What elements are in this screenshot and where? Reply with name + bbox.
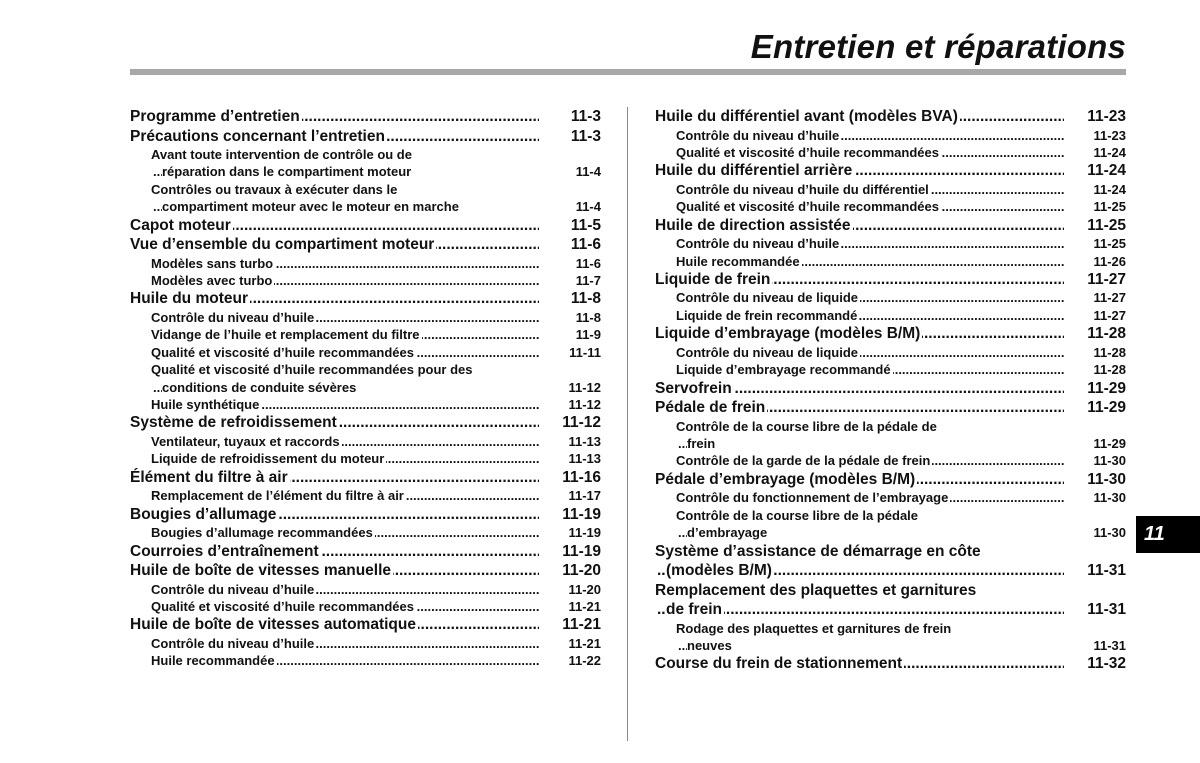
toc-page-number: 11-22: [539, 652, 601, 669]
toc-section-entry[interactable]: [130, 127, 601, 147]
toc-page-number: 11-20: [539, 581, 601, 598]
toc-entry-label: [676, 307, 1064, 324]
toc-page-number: 11-28: [1064, 344, 1126, 361]
toc-entry-label-line: Contrôle de la garde de la pédale de frein: [676, 453, 931, 469]
toc-subsection-entry[interactable]: [130, 652, 601, 669]
toc-subsection-entry[interactable]: [655, 181, 1126, 198]
toc-section-entry[interactable]: [130, 615, 601, 635]
toc-entry-label: [676, 235, 1064, 252]
toc-section-entry[interactable]: [655, 324, 1126, 344]
toc-subsection-entry[interactable]: [130, 396, 601, 413]
toc-entry-label: [655, 161, 1064, 181]
toc-page-number: 11-29: [1064, 379, 1126, 399]
toc-entry-label-line: de frein: [666, 601, 722, 618]
toc-entry-label-line: (modèles B/M): [666, 562, 772, 579]
toc-page-number: 11-6: [539, 235, 601, 255]
toc-section-entry[interactable]: [130, 413, 601, 433]
toc-page-number: 11-27: [1064, 289, 1126, 306]
toc-entry-label: [655, 107, 1064, 127]
toc-section-entry[interactable]: [130, 468, 601, 488]
toc-page-number: 11-13: [539, 450, 601, 467]
toc-entry-label-line: Qualité et viscosité d’huile recommandées: [676, 144, 939, 160]
toc-page-number: 11-5: [539, 216, 601, 236]
toc-entry-label: [130, 468, 539, 488]
toc-section-entry[interactable]: [130, 107, 601, 127]
toc-entry-label: [676, 620, 1064, 655]
toc-subsection-entry[interactable]: [655, 489, 1126, 506]
toc-entry-label: [130, 107, 539, 127]
toc-page-number: 11-24: [1064, 144, 1126, 161]
toc-entry-label-line: Remplacement des plaquettes et garnitures: [655, 581, 977, 599]
toc-entry-label-line: neuves: [676, 637, 1064, 654]
toc-subsection-entry[interactable]: [130, 433, 601, 450]
toc-page-number: 11-4: [539, 198, 601, 215]
toc-entry-label-line: Contrôle de la course libre de la pédale: [676, 507, 1064, 524]
toc-entry-label: [130, 505, 539, 525]
toc-section-entry[interactable]: [655, 107, 1126, 127]
toc-entry-label: [130, 561, 539, 581]
toc-subsection-entry[interactable]: [130, 146, 601, 181]
toc-section-entry[interactable]: [655, 379, 1126, 399]
toc-entry-label: [151, 326, 539, 343]
toc-subsection-entry[interactable]: [655, 307, 1126, 324]
toc-entry-label-line: Vidange de l’huile et remplacement du filtre: [151, 327, 420, 343]
toc-entry-label: [676, 361, 1064, 378]
toc-page-number: 11-20: [539, 561, 601, 581]
toc-subsection-entry[interactable]: [655, 344, 1126, 361]
toc-page-number: 11-19: [539, 524, 601, 541]
toc-entry-label-line: Contrôle du fonctionnement de l’embrayage: [676, 490, 949, 506]
toc-entry-label-line: Contrôle du niveau d’huile: [151, 581, 315, 597]
toc-section-entry[interactable]: [655, 161, 1126, 181]
toc-subsection-entry[interactable]: [655, 289, 1126, 306]
toc-section-entry[interactable]: [130, 561, 601, 581]
toc-entry-label-line: Huile du différentiel arrière: [655, 162, 853, 180]
toc-page-number: 11-29: [1064, 435, 1126, 452]
toc-entry-label: [676, 127, 1064, 144]
toc-entry-label: [676, 181, 1064, 198]
toc-subsection-entry[interactable]: [130, 344, 601, 361]
toc-entry-label-line: Contrôle du niveau d’huile du différentiel: [676, 181, 929, 197]
toc-page-number: 11-28: [1064, 324, 1126, 344]
page-title: Entretien et réparations: [750, 28, 1126, 65]
toc-page-number: 11-16: [539, 468, 601, 488]
toc-subsection-entry[interactable]: [655, 144, 1126, 161]
toc-subsection-entry[interactable]: [130, 326, 601, 343]
toc-entry-label-line: d’embrayage: [676, 524, 1064, 541]
toc-subsection-entry[interactable]: [655, 235, 1126, 252]
toc-entry-label: [655, 216, 1064, 236]
toc-entry-label-line: Ventilateur, tuyaux et raccords: [151, 433, 340, 449]
toc-entry-label: [655, 581, 1064, 620]
toc-page-number: 11-27: [1064, 307, 1126, 324]
toc-entry-label-line: Huile recommandée: [676, 253, 800, 269]
toc-page-number: 11-24: [1064, 181, 1126, 198]
toc-entry-label: [676, 144, 1064, 161]
toc-section-entry[interactable]: [130, 542, 601, 562]
toc-entry-label: [151, 309, 539, 326]
toc-page-number: 11-21: [539, 635, 601, 652]
toc-entry-label: [151, 598, 539, 615]
toc-subsection-entry[interactable]: [655, 127, 1126, 144]
toc-subsection-entry[interactable]: [130, 635, 601, 652]
toc-page-number: 11-30: [1064, 452, 1126, 469]
toc-entry-label: [655, 270, 1064, 290]
toc-entry-label: [151, 652, 539, 669]
toc-entry-label-line: Huile recommandée: [151, 653, 275, 669]
toc-entry-label: [151, 524, 539, 541]
toc-subsection-entry[interactable]: [655, 361, 1126, 378]
toc-entry-label-line: Liquide d’embrayage recommandé: [676, 362, 891, 378]
toc-section-entry[interactable]: [655, 581, 1126, 620]
toc-entry-label-line: Contrôle du niveau de liquide: [676, 290, 859, 306]
toc-subsection-entry[interactable]: [655, 418, 1126, 453]
toc-page-number: 11-32: [1064, 654, 1126, 674]
toc-subsection-entry[interactable]: [655, 507, 1126, 542]
toc-entry-label: [676, 198, 1064, 215]
toc-entry-label-line: Avant toute intervention de contrôle ou de: [151, 146, 539, 163]
toc-page-number: 11-8: [539, 309, 601, 326]
toc-entry-label: [130, 542, 539, 562]
toc-page-number: 11-25: [1064, 235, 1126, 252]
toc-entry-label-line: Bougies d’allumage recommandées: [151, 525, 373, 541]
toc-entry-label: [655, 324, 1064, 344]
toc-page-number: 11-8: [539, 289, 601, 309]
toc-page-number: 11-31: [1064, 600, 1126, 620]
toc-section-entry[interactable]: [130, 216, 601, 236]
toc-entry-label: [655, 379, 1064, 399]
toc-entry-label-line: Huile de direction assistée: [655, 216, 851, 234]
toc-subsection-entry[interactable]: [130, 581, 601, 598]
toc-entry-label-line: Qualité et viscosité d’huile recommandées: [676, 199, 939, 215]
toc-entry-label: [676, 253, 1064, 270]
toc-section-entry[interactable]: [655, 542, 1126, 581]
toc-page-number: 11-21: [539, 615, 601, 635]
toc-entry-label: [151, 396, 539, 413]
toc-entry-label-line: Courroies d’entraînement: [130, 542, 319, 560]
toc-entry-label-line: Pédale d’embrayage (modèles B/M): [655, 470, 916, 488]
toc-subsection-entry[interactable]: [130, 361, 601, 396]
toc-entry-label: [151, 433, 539, 450]
toc-entry-label: [151, 181, 539, 216]
toc-entry-label: [151, 635, 539, 652]
toc-page-number: 11-31: [1064, 637, 1126, 654]
column-divider: [627, 107, 628, 741]
toc-entry-label-line: Huile du différentiel avant (modèles BVA): [655, 108, 958, 125]
toc-subsection-entry[interactable]: [130, 309, 601, 326]
toc-entry-label: [151, 581, 539, 598]
toc-entry-label: [151, 272, 539, 289]
toc-entry-label-line: Modèles avec turbo: [151, 273, 273, 289]
toc-subsection-entry[interactable]: [655, 452, 1126, 469]
toc-section-entry[interactable]: [655, 470, 1126, 490]
toc-page-number: 11-3: [539, 107, 601, 127]
toc-entry-label: [676, 452, 1064, 469]
toc-entry-label: [130, 127, 539, 147]
toc-page-number: 11-13: [539, 433, 601, 450]
toc-entry-label: [655, 654, 1064, 674]
toc-entry-label: [151, 255, 539, 272]
toc-section-entry[interactable]: [655, 216, 1126, 236]
toc-page-number: 11-19: [539, 542, 601, 562]
toc-page-number: 11-19: [539, 505, 601, 525]
toc-entry-label: [151, 487, 539, 504]
toc-entry-label-line: Course du frein de stationnement: [655, 655, 903, 673]
toc-entry-label-line: Bougies d’allumage: [130, 505, 277, 523]
toc-section-entry[interactable]: [655, 270, 1126, 290]
toc-entry-label-line: Liquide de refroidissement du moteur: [151, 451, 385, 467]
toc-entry-label-line: Huile du moteur: [130, 290, 248, 308]
toc-page-number: 11-17: [539, 487, 601, 504]
toc-subsection-entry[interactable]: [655, 253, 1126, 270]
toc-entry-label: [151, 361, 539, 396]
toc-entry-label-line: Contrôle du niveau d’huile: [151, 635, 315, 651]
toc-entry-label: [151, 344, 539, 361]
toc-entry-label-line: Contrôle de la course libre de la pédale de: [676, 418, 1064, 435]
toc-entry-label-line: réparation dans le compartiment moteur: [151, 163, 539, 180]
toc-entry-label-line: Vue d’ensemble du compartiment moteur: [130, 236, 435, 254]
toc-entry-label-line: Remplacement de l’élément du filtre à air: [151, 488, 404, 504]
toc-entry-label-line: Système d’assistance de démarrage en côte: [655, 542, 981, 560]
toc-page-number: 11-11: [539, 344, 601, 361]
toc-page-number: 11-29: [1064, 398, 1126, 418]
toc-section-entry[interactable]: [130, 505, 601, 525]
toc-entry-label-line: Servofrein: [655, 379, 732, 397]
toc-entry-label: [676, 289, 1064, 306]
toc-entry-label: [676, 489, 1064, 506]
toc-entry-label-line: Système de refroidissement: [130, 414, 337, 432]
toc-entry-label: [676, 344, 1064, 361]
toc-section-entry[interactable]: [130, 289, 601, 309]
toc-entry-label-line: Qualité et viscosité d’huile recommandées: [151, 598, 414, 614]
toc-entry-label-line: Qualité et viscosité d’huile recommandées: [151, 344, 414, 360]
toc-entry-label: [130, 216, 539, 236]
toc-page-number: 11-25: [1064, 216, 1126, 236]
toc-page-number: 11-9: [539, 326, 601, 343]
toc-entry-label-line: Huile de boîte de vitesses automatique: [130, 616, 416, 634]
toc-entry-label-line: conditions de conduite sévères: [151, 379, 539, 396]
toc-entry-label: [676, 507, 1064, 542]
toc-page-number: 11-27: [1064, 270, 1126, 290]
toc-page-number: 11-6: [539, 255, 601, 272]
toc-entry-label: [151, 146, 539, 181]
toc-section-entry[interactable]: [130, 235, 601, 255]
toc-entry-label: [676, 418, 1064, 453]
toc-entry-label-line: Rodage des plaquettes et garnitures de frein: [676, 620, 1064, 637]
toc-page-number: 11-25: [1064, 198, 1126, 215]
toc-page-number: 11-26: [1064, 253, 1126, 270]
toc-subsection-entry[interactable]: [130, 272, 601, 289]
toc-entry-label-line: Liquide d’embrayage (modèles B/M): [655, 325, 921, 343]
toc-entry-label-line: Liquide de frein: [655, 270, 771, 288]
toc-page-number: 11-23: [1064, 127, 1126, 144]
toc-entry-label-line: Qualité et viscosité d’huile recommandées pour des: [151, 361, 539, 378]
toc-entry-label-line: Programme d’entretien: [130, 108, 300, 125]
toc-page-number: 11-12: [539, 396, 601, 413]
toc-page-number: 11-30: [1064, 489, 1126, 506]
toc-page-number: 11-23: [1064, 107, 1126, 127]
toc-subsection-entry[interactable]: [130, 524, 601, 541]
toc-entry-label-line: Contrôles ou travaux à exécuter dans le: [151, 181, 539, 198]
toc-entry-label-line: Contrôle du niveau d’huile: [676, 236, 840, 252]
toc-subsection-entry[interactable]: [130, 487, 601, 504]
toc-entry-label: [655, 542, 1064, 581]
toc-entry-label-line: Modèles sans turbo: [151, 255, 274, 271]
toc-entry-label: [151, 450, 539, 467]
toc-entry-label: [655, 470, 1064, 490]
toc-page-number: 11-7: [539, 272, 601, 289]
toc-entry-label-line: Élément du filtre à air: [130, 468, 288, 486]
header-rule: [130, 69, 1126, 75]
toc-entry-label: [655, 398, 1064, 418]
toc-entry-label-line: compartiment moteur avec le moteur en marche: [151, 198, 539, 215]
toc-entry-label-line: Contrôle du niveau d’huile: [151, 309, 315, 325]
toc-page-number: 11-30: [1064, 470, 1126, 490]
toc-entry-label-line: frein: [676, 435, 1064, 452]
toc-entry-label: [130, 235, 539, 255]
chapter-tab[interactable]: 11: [1136, 516, 1200, 553]
toc-page-number: 11-24: [1064, 161, 1126, 181]
toc-subsection-entry[interactable]: [130, 255, 601, 272]
toc-subsection-entry[interactable]: [130, 181, 601, 216]
toc-section-entry[interactable]: [655, 398, 1126, 418]
toc-page-number: 11-21: [539, 598, 601, 615]
toc-page-number: 11-28: [1064, 361, 1126, 378]
toc-left-column: [130, 107, 601, 670]
toc-entry-label-line: Huile synthétique: [151, 396, 260, 412]
toc-entry-label-line: Précautions concernant l’entretien: [130, 127, 385, 145]
toc-subsection-entry[interactable]: [130, 598, 601, 615]
toc-entry-label-line: Capot moteur: [130, 216, 231, 234]
toc-page-number: 11-30: [1064, 524, 1126, 541]
toc-subsection-entry[interactable]: [655, 620, 1126, 655]
toc-page-number: 11-31: [1064, 561, 1126, 581]
toc-subsection-entry[interactable]: [655, 198, 1126, 215]
toc-section-entry[interactable]: [655, 654, 1126, 674]
toc-page-number: 11-4: [539, 163, 601, 180]
toc-entry-label-line: Contrôle du niveau de liquide: [676, 344, 859, 360]
toc-page-number: 11-12: [539, 379, 601, 396]
toc-subsection-entry[interactable]: [130, 450, 601, 467]
toc-entry-label-line: Contrôle du niveau d’huile: [676, 127, 840, 143]
toc-right-column: [655, 107, 1126, 674]
toc-page-number: 11-12: [539, 413, 601, 433]
toc-page-number: 11-3: [539, 127, 601, 147]
toc-entry-label: [130, 615, 539, 635]
toc-entry-label-line: Liquide de frein recommandé: [676, 307, 858, 323]
toc-entry-label-line: Pédale de frein: [655, 399, 766, 417]
toc-entry-label: [130, 413, 539, 433]
toc-entry-label-line: Huile de boîte de vitesses manuelle: [130, 562, 392, 579]
toc-entry-label: [130, 289, 539, 309]
